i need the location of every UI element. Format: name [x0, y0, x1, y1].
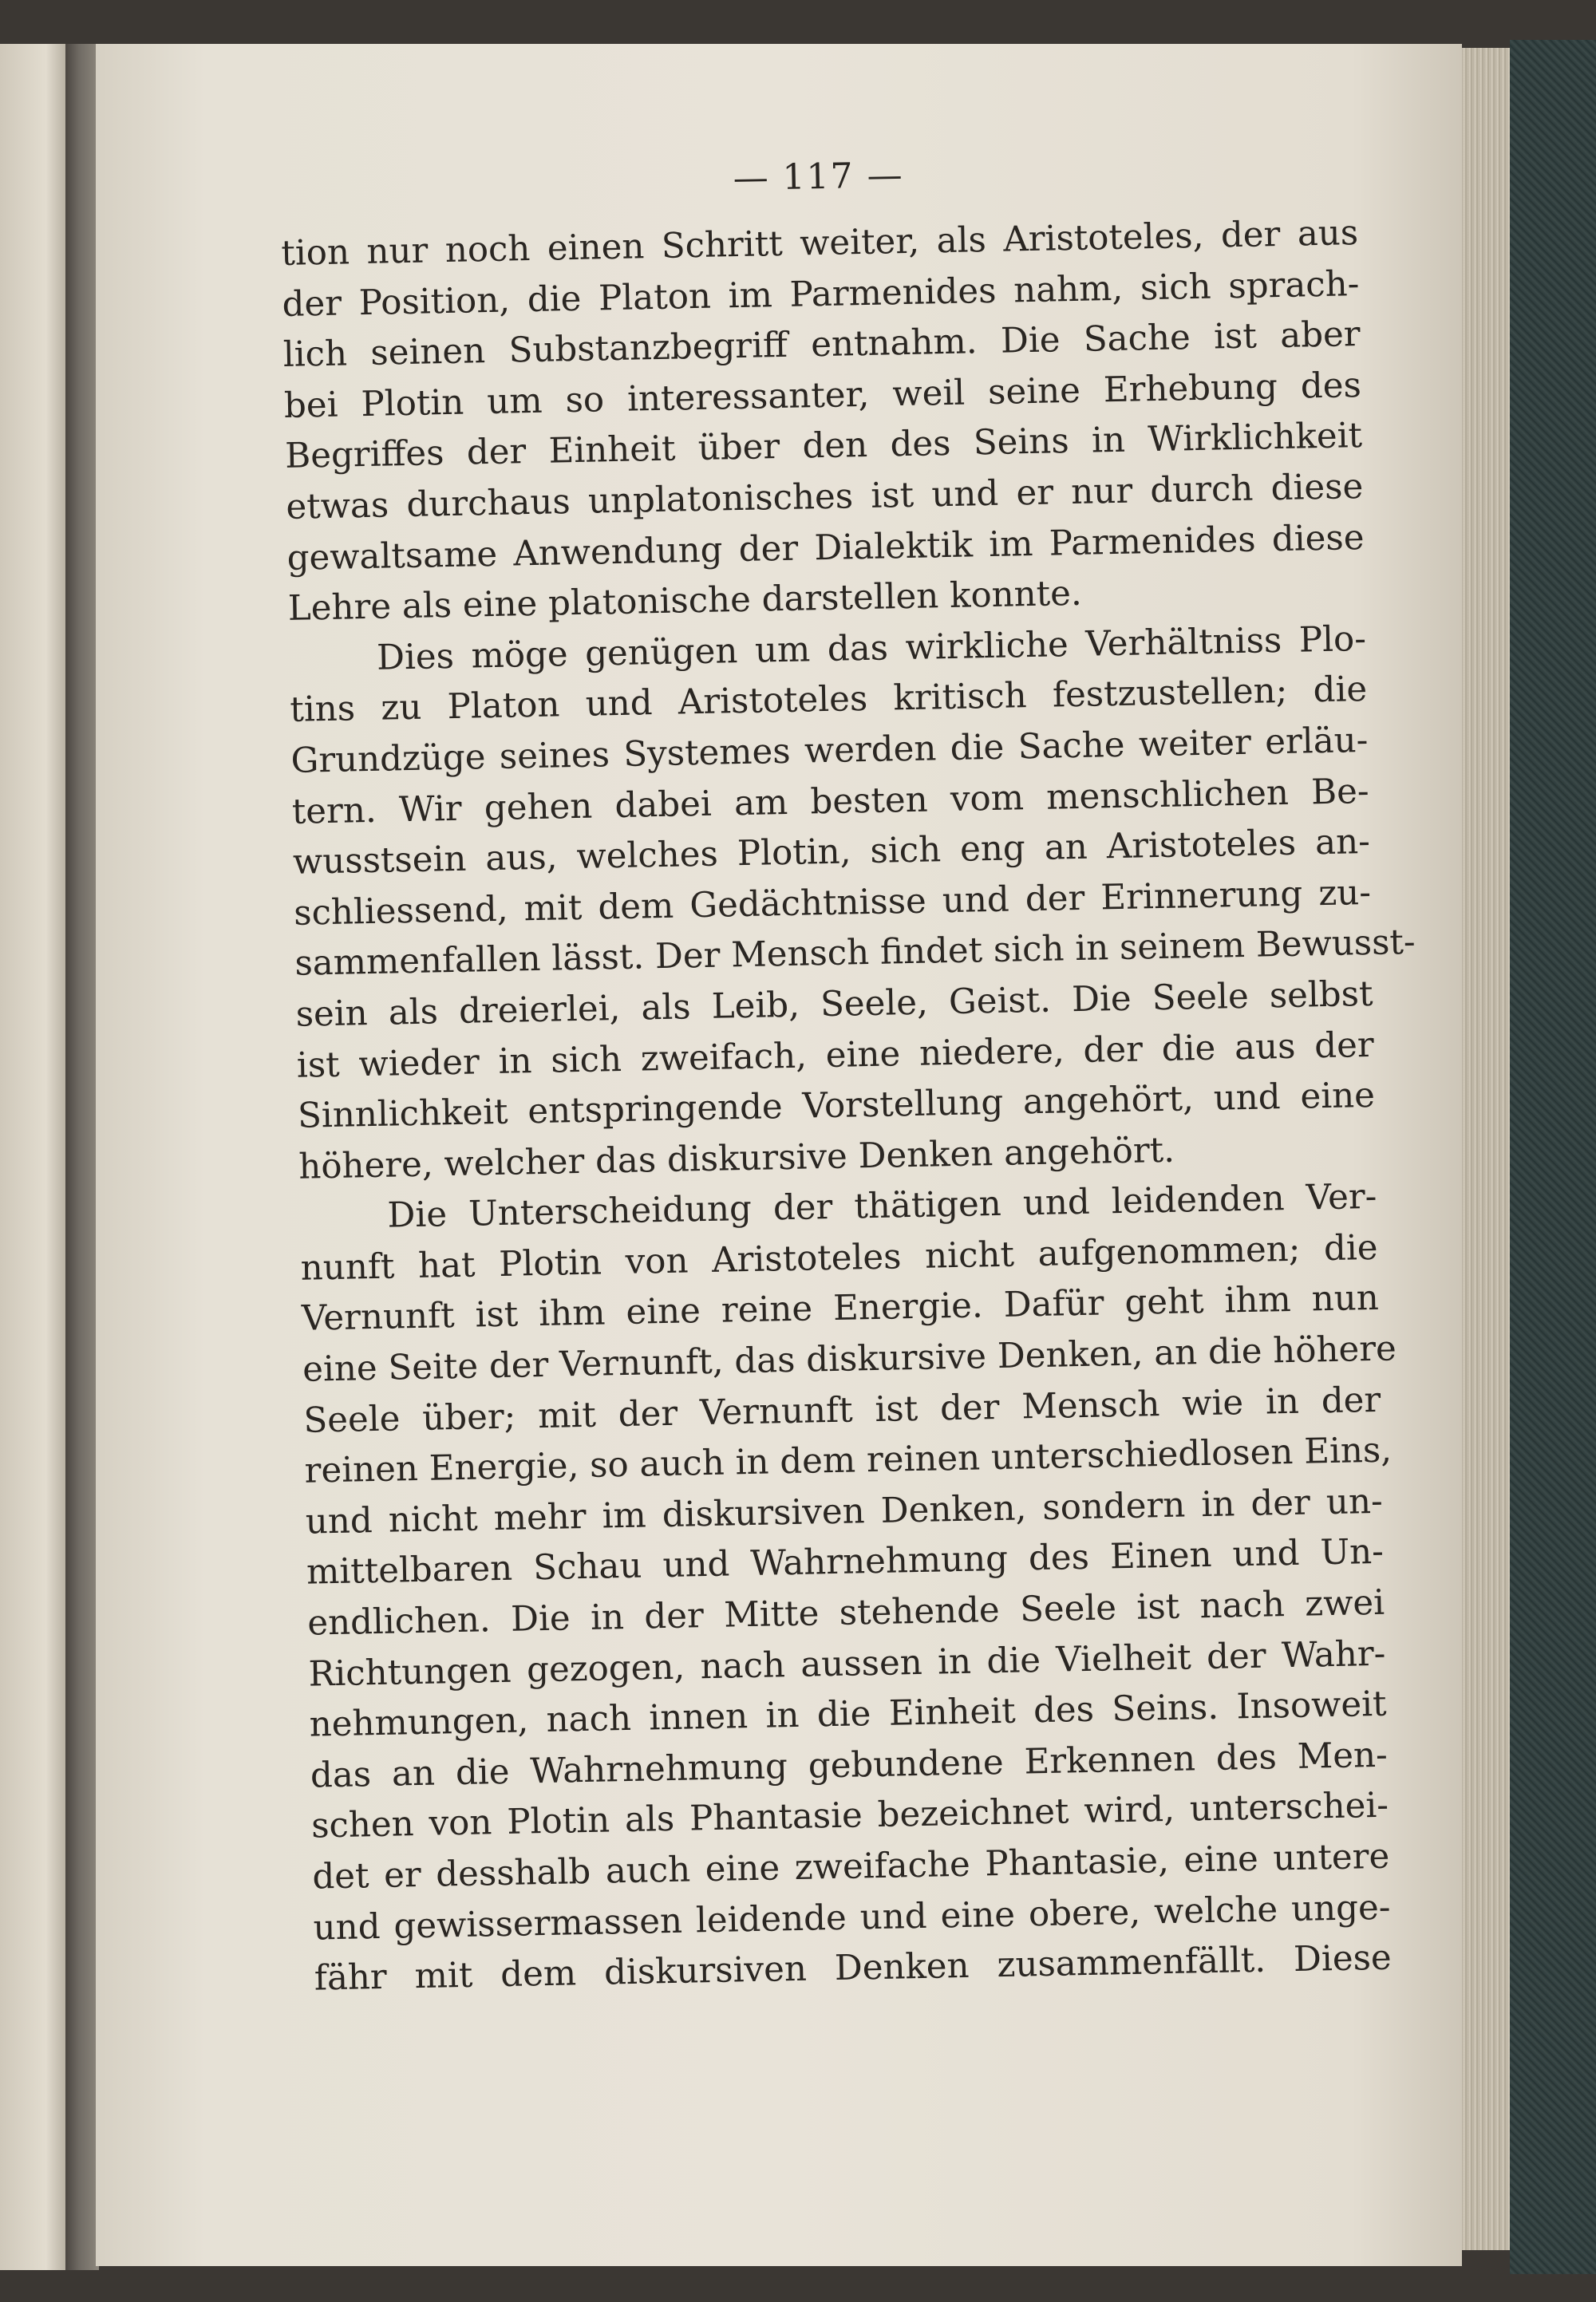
text-line: reinen Energie, so auch in dem reinen unterschiedlosen Eins, — [304, 1430, 1393, 1491]
text-line: ist wieder in sich zweifach, eine niedere, der die aus der — [296, 1025, 1375, 1086]
text-line: schen von Plotin als Phantasie bezeichnet wird, unterschei- — [310, 1786, 1389, 1847]
text-line: Seele über; mit der Vernunft ist der Mensch wie in der — [302, 1380, 1381, 1441]
text-line: tern. Wir gehen dabei am besten vom menschlichen Be- — [291, 771, 1370, 832]
text-line: tins zu Platon und Aristoteles kritisch festzustellen; die — [289, 669, 1368, 731]
text-line: Die Unterscheidung der thätigen und leidenden Ver- — [387, 1177, 1377, 1236]
text-line: das an die Wahrnehmung gebundene Erkennen des Men- — [310, 1735, 1389, 1796]
text-line: tion nur noch einen Schritt weiter, als Aristoteles, der aus — [280, 213, 1359, 274]
text-line: Sinnlichkeit entspringende Vorstellung angehört, und eine — [297, 1075, 1376, 1136]
text-line: höhere, welcher das diskursive Denken angehört. — [298, 1130, 1175, 1187]
text-line: sammenfallen lässt. Der Mensch findet sich in seinem Bewusst- — [294, 922, 1416, 985]
text-line: Grundzüge seines Systemes werden die Sache weiter erläu- — [290, 720, 1369, 781]
text-line: nehmungen, nach innen in die Einheit des Seins. Insoweit — [309, 1684, 1387, 1745]
text-line: Dies möge genügen um das wirkliche Verhältniss Plo- — [376, 618, 1367, 678]
body-text — [280, 208, 1416, 2004]
text-line: det er desshalb auch eine zweifache Phantasie, eine untere — [311, 1836, 1390, 1897]
text-line: sein als dreierlei, als Leib, Seele, Geist. Die Seele selbst — [295, 973, 1373, 1035]
text-line: lich seinen Substanzbegriff entnahm. Die Sache ist aber — [282, 314, 1361, 376]
text-line: der Position, die Platon im Parmenides nahm, sich sprach- — [282, 263, 1360, 325]
text-line: wusstsein aus, welches Plotin, sich eng an Aristoteles an- — [292, 822, 1371, 882]
text-line: schliessend, mit dem Gedächtnisse und der Erinnerung zu- — [293, 872, 1372, 934]
facing-page-edge — [0, 44, 65, 2270]
page-text-block — [279, 135, 1416, 2004]
text-line: endlichen. Die in der Mitte stehende Seele ist nach zwei — [306, 1582, 1385, 1644]
book-gutter — [65, 44, 99, 2270]
text-line: Vernunft ist ihm eine reine Energie. Dafür geht ihm nun — [301, 1278, 1380, 1340]
text-line: und gewissermassen leidende und eine obere, welche unge- — [313, 1887, 1391, 1949]
text-line: gewaltsame Anwendung der Dialektik im Parmenides diese — [286, 517, 1365, 578]
text-line: nunft hat Plotin von Aristoteles nicht aufgenommen; die — [300, 1227, 1379, 1289]
text-line: fähr mit dem diskursiven Denken zusammenfällt. Diese — [314, 1937, 1393, 1999]
text-line: Lehre als eine platonische darstellen konnte. — [287, 573, 1083, 630]
text-line: und nicht mehr im diskursiven Denken, sondern in der un- — [305, 1481, 1384, 1542]
book-cover — [1510, 40, 1596, 2274]
page-stack-edge — [1462, 48, 1510, 2250]
text-line: eine Seite der Vernunft, das diskursive Denken, an die höhere — [302, 1329, 1397, 1390]
page-number: — 117 — — [733, 154, 905, 199]
text-line: mittelbaren Schau und Wahrnehmung des Einen und Un- — [306, 1532, 1385, 1593]
text-line: Begriffes der Einheit über den des Seins in Wirklichkeit — [284, 416, 1363, 477]
text-line: bei Plotin um so interessanter, weil seine Erhebung des — [283, 365, 1362, 426]
text-line: Richtungen gezogen, nach aussen in die Vielheit der Wahr- — [308, 1633, 1386, 1695]
text-line: etwas durchaus unplatonisches ist und er nur durch diese — [285, 466, 1364, 527]
